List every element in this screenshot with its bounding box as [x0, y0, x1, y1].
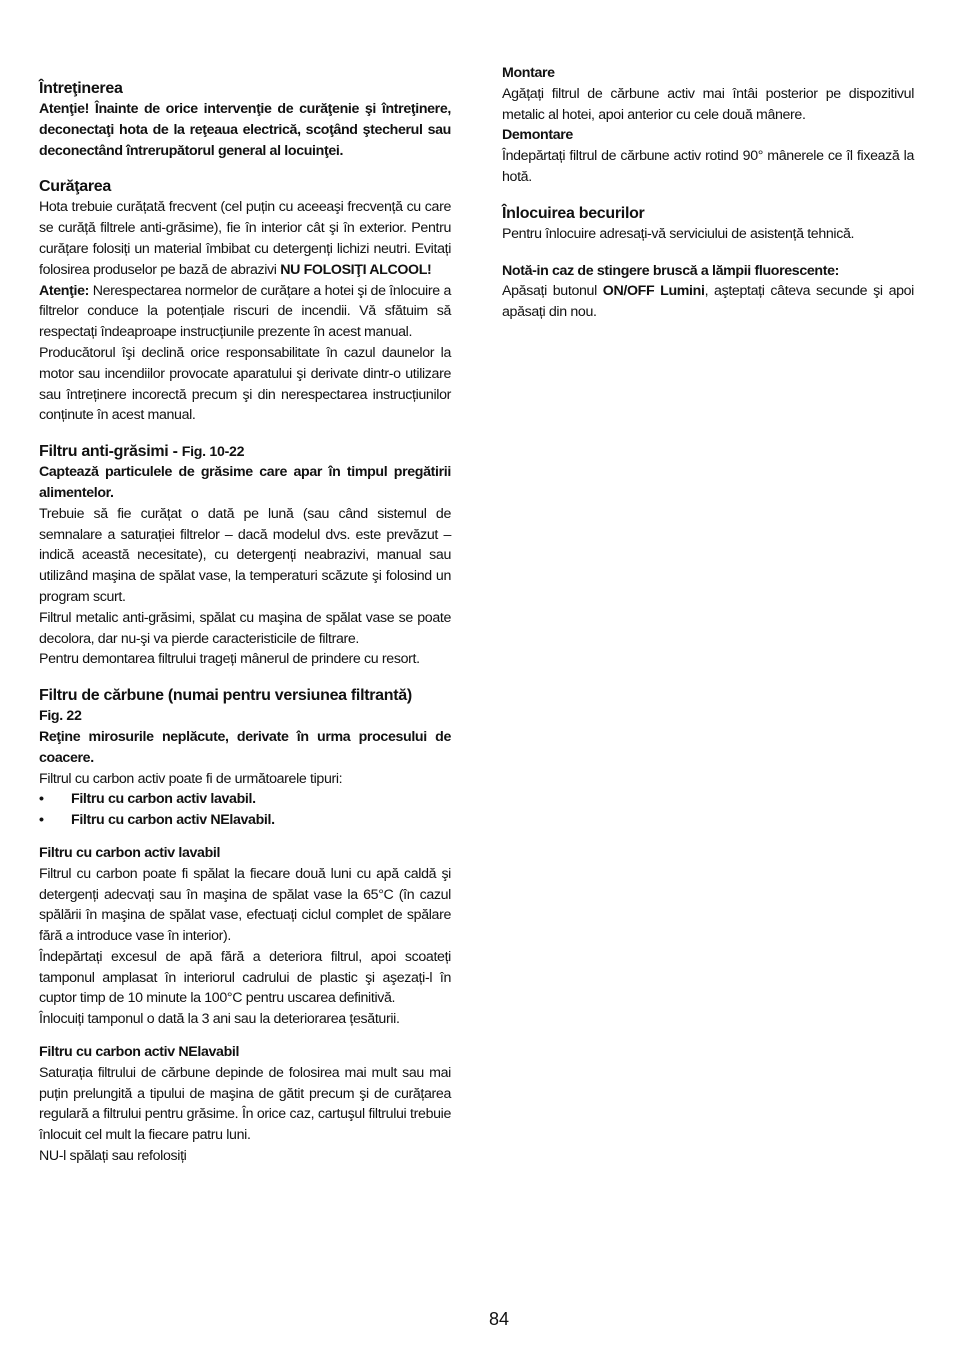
- grease-filter-fig-ref: Fig. 10-22: [181, 444, 245, 461]
- grease-filter-section: [39, 442, 451, 670]
- unmounting-title: Demontare: [502, 127, 573, 144]
- grease-filter-paragraph-3: Pentru demontarea filtrului trageți mânerul de prindere cu resort.: [39, 651, 420, 668]
- bullet-icon: •: [39, 812, 44, 829]
- cleaning-paragraph: [39, 197, 451, 280]
- left-column: [39, 79, 451, 1167]
- fluorescent-note-text: [502, 281, 914, 323]
- carbon-filter-types-intro: Filtrul cu carbon activ poate fi de următoarele tipuri:: [39, 770, 343, 787]
- unmounting-section: [502, 125, 914, 187]
- bullet-icon: •: [39, 791, 44, 808]
- list-item-text: Filtru cu carbon activ lavabil.: [71, 791, 256, 808]
- cleaning-attention: [39, 281, 451, 343]
- unmounting-text: Îndepărtați filtrul de cărbune activ rotind 90° mânerele ce îl fixează la hotă.: [502, 148, 914, 185]
- right-column: [502, 63, 914, 323]
- maintenance-title: Întreţinerea: [39, 80, 123, 97]
- grease-filter-lead: Captează particulele de grăsime care apar în timpul pregătirii alimentelor.: [39, 464, 451, 501]
- cleaning-text: Hota trebuie curățată frecvent (cel puțin cu aceeaşi frecvență cu care se curăță filtrele anti-grăsime), fie în interior cât şi în exterior. Pentru curățare folosiți un material îmbibat cu detergenți lichizi neutri. Evitați folosirea produselor pe bază de abrazivi: [39, 199, 451, 278]
- non-washable-filter-paragraph-2: NU-l spălați sau refolosiți: [39, 1148, 187, 1165]
- list-item-text: Filtru cu carbon activ NElavabil.: [71, 812, 275, 829]
- cleaning-title: Curăţarea: [39, 178, 112, 196]
- fluorescent-note-section: [502, 261, 914, 323]
- page-number-text: 84: [488, 1309, 510, 1329]
- carbon-filter-fig-ref: Fig. 22: [39, 708, 82, 725]
- non-washable-filter-section: [39, 1042, 451, 1167]
- washable-filter-title: Filtru cu carbon activ lavabil: [39, 844, 221, 861]
- manufacturer-disclaimer: Producătorul îşi declină orice responsabilitate în cazul daunelor la motor sau incendiilor provocate aparatului şi derivate dintr-o utilizare sau întreținere incorectă precum şi din nerespectarea instrucțiunilor conținute în acest manual.: [39, 344, 451, 424]
- fluorescent-note-title: Notă-in caz de stingere bruscă a lămpii fluorescente:: [502, 262, 840, 279]
- washable-filter-paragraph-3: Înlocuiți tamponul o dată la 3 ani sau la deteriorarea țesăturii.: [39, 1011, 400, 1028]
- carbon-filter-lead: Reţine mirosurile neplăcute, derivate în urma procesului de coacere.: [39, 728, 451, 766]
- grease-filter-paragraph-2: Filtrul metalic anti-grăsimi, spălat cu maşina de spălat vase se poate decolora, dar nu-şi va pierde caracteristicile de filtrare.: [39, 609, 451, 647]
- washable-filter-section: [39, 843, 451, 1030]
- note-text-end: , aşteptați câteva secunde şi apoi apăsați din nou.: [502, 283, 914, 321]
- carbon-filter-title: Filtru de cărbune (numai pentru versiunea filtrantă): [39, 687, 412, 705]
- list-item: [39, 810, 451, 831]
- maintenance-warning: Atenţie! Înainte de orice intervenţie de curăţenie şi întreţinere, deconectaţi hota de la reţeaua electrică, scoţând ştecherul sau deconectând întrerupătorul general al locuinţei.: [39, 101, 451, 159]
- cleaning-section: [39, 177, 451, 426]
- grease-filter-title-text: Filtru anti-grăsimi -: [39, 443, 182, 461]
- list-item: [39, 789, 451, 810]
- bulb-replacement-section: [502, 204, 914, 245]
- non-washable-filter-title: Filtru cu carbon activ NElavabil: [39, 1044, 240, 1061]
- carbon-filter-section: [39, 686, 451, 831]
- page-number: [0, 1309, 954, 1330]
- washable-filter-paragraph-1: Filtrul cu carbon poate fi spălat la fiecare două luni cu apă caldă şi detergenți adecvați sau în maşina de spălat vase la 65°C (în cazul spălării în maşina de spălat vase, efectuați ciclul complet de spălare fără a introduce vase în interior).: [39, 865, 451, 945]
- grease-filter-title: [39, 442, 451, 462]
- mounting-section: [502, 63, 914, 125]
- attention-text: Nerespectarea normelor de curățare a hotei şi de înlocuire a filtrelor conduce la potențiale riscuri de incendii. Vă sfătuim să respectați îndeaproape instrucțiunile prezente în acest manual.: [39, 282, 451, 341]
- washable-filter-paragraph-2: Îndepărtați excesul de apă fără a deteriora filtrul, apoi scoateți tamponul amplasat în interiorul cadrului de plastic şi aşezați-l în cuptor timp de 10 minute la 100°C pentru uscarea definitivă.: [39, 948, 451, 1007]
- non-washable-filter-paragraph-1: Saturația filtrului de cărbune depinde de folosirea mai mult sau mai puțin prelungită a tipului de maşina de gătit precum şi de curățarea regulară a filtrului pentru grăsime. În orice caz, cartuşul filtrului trebuie înlocuit cel mult la fiecare patru luni.: [39, 1064, 451, 1144]
- mounting-title: Montare: [502, 65, 555, 81]
- no-alcohol-warning: NU FOLOSIŢI ALCOOL!: [280, 261, 432, 278]
- bulb-replacement-title: Înlocuirea becurilor: [502, 204, 645, 222]
- on-off-lights-label: ON/OFF Lumini: [602, 283, 705, 300]
- grease-filter-paragraph-1: Trebuie să fie curățat o dată pe lună (sau când sistemul de semnalare a saturației filtrelor – dacă modelul dvs. este prevăzut – indică această necesitate), cu detergenți neabrazivi, manual sau utilizând maşina de spălat vase, la temperaturi scăzute şi folosind un program scurt.: [39, 505, 451, 605]
- bulb-replacement-text: Pentru înlocuire adresați-vă serviciului de asistență tehnică.: [502, 225, 855, 242]
- mounting-text: Agățați filtrul de cărbune activ mai întâi posterior pe dispozitivul metalic al hotei, apoi anterior cu cele două mânere.: [502, 85, 914, 123]
- note-text-start: Apăsați butonul: [502, 283, 603, 300]
- attention-label: Atenţie:: [39, 282, 90, 299]
- maintenance-section: [39, 79, 451, 161]
